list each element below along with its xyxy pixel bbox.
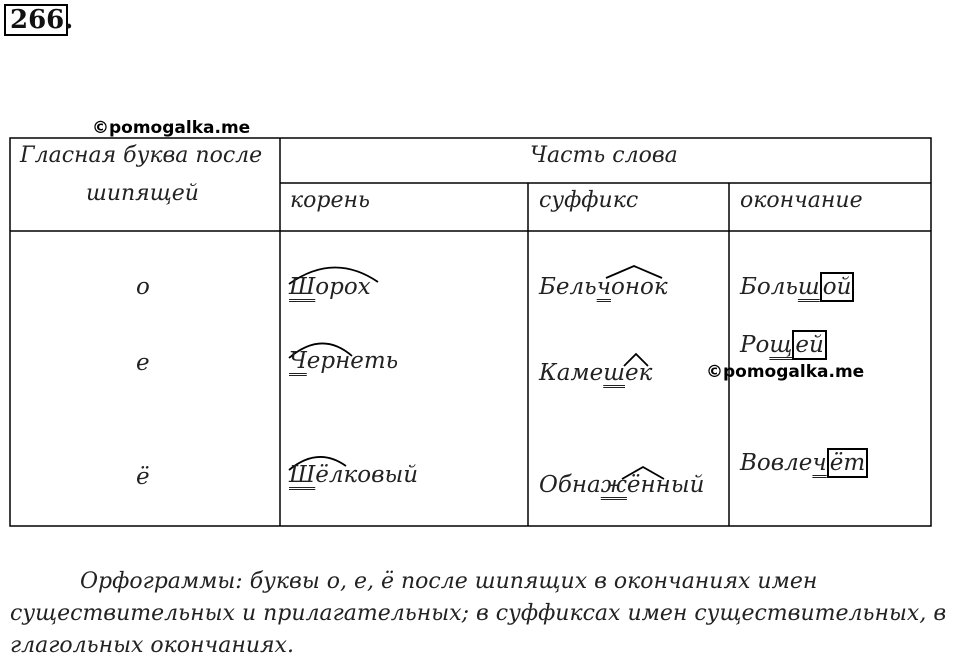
root-word: Чернеть: [289, 348, 399, 374]
exercise-number: 266.: [4, 4, 68, 36]
column-header-root: корень: [290, 188, 370, 213]
row-header-line1: Гласная буква после: [20, 143, 263, 168]
word-highlight: Ч: [289, 348, 307, 374]
word-highlight: ш: [797, 274, 820, 300]
suffix-word: Бельчонок: [539, 274, 668, 300]
paragraph-line: глагольных окончаниях.: [10, 633, 294, 658]
column-header-ending: окончание: [740, 188, 863, 213]
word-highlight: Ш: [289, 274, 316, 300]
suffix-word: Камешек: [539, 360, 653, 386]
column-header-suffix: суффикс: [539, 188, 639, 213]
word-highlight: ш: [603, 360, 625, 386]
ending-word: Рощ ей: [740, 332, 827, 358]
ending-box: ей: [792, 330, 826, 360]
paragraph-line: Орфограммы: буквы о, е, ё после шипящих в окончаниях имен: [80, 569, 818, 594]
ending-word: Вовлеч ёт: [740, 450, 868, 476]
root-word: Шёлковый: [289, 462, 419, 488]
ending-box: ой: [820, 272, 855, 302]
word-highlight: ж: [600, 472, 627, 498]
ending-box: ёт: [827, 448, 868, 478]
orthogram-paragraph: [10, 566, 958, 662]
suffix-word: Обнажённый: [539, 472, 705, 498]
word-highlight: ч: [596, 274, 611, 300]
group-header: Часть слова: [530, 143, 678, 168]
word-highlight: щ: [769, 332, 793, 358]
paragraph-line: существительных и прилагательных; в суффиксах имен существительных, в: [10, 601, 947, 626]
ending-word: Больш ой: [740, 274, 854, 300]
vowel-cell: е: [136, 350, 150, 376]
watermark: ©pomogalka.me: [92, 118, 251, 138]
watermark: ©pomogalka.me: [706, 362, 865, 382]
root-word: Шорох: [289, 274, 371, 300]
word-highlight: ч: [812, 450, 827, 476]
row-header-line2: шипящей: [86, 181, 199, 206]
word-highlight: Ш: [289, 462, 316, 488]
vowel-cell: ё: [136, 464, 150, 490]
vowel-cell: о: [136, 274, 150, 300]
